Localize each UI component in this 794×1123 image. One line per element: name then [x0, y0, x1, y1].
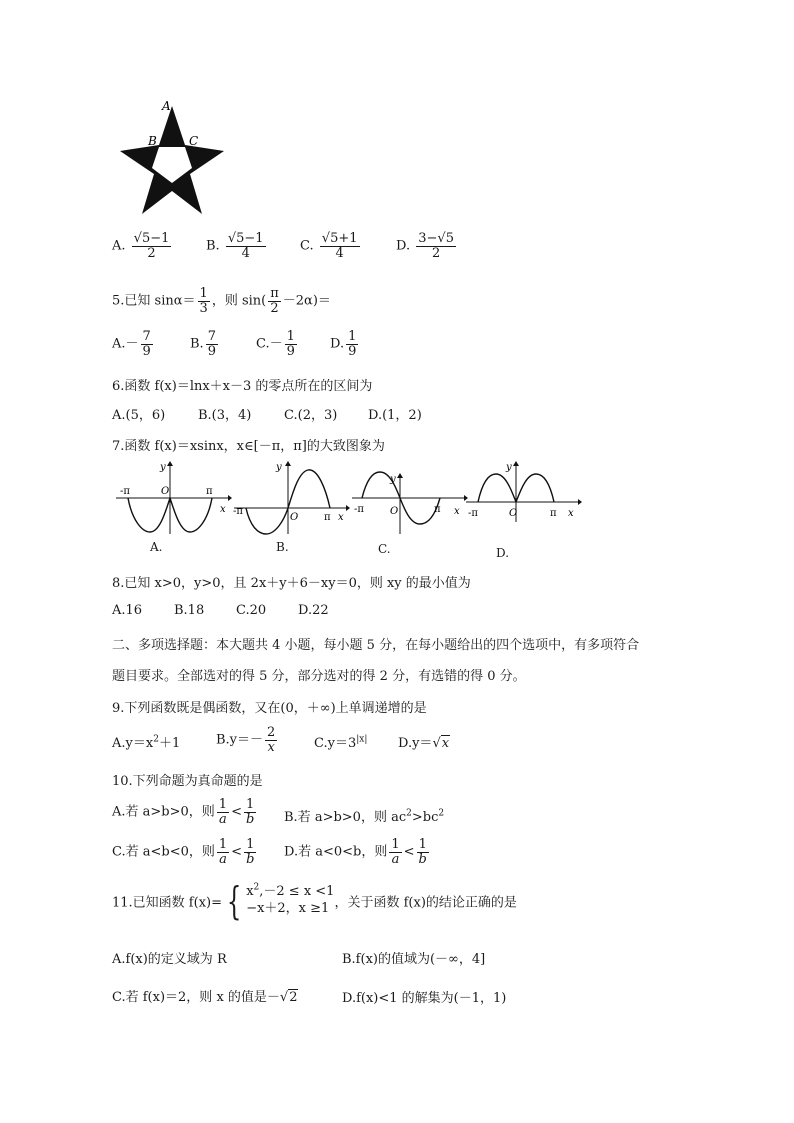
- star-figure: [112, 98, 232, 222]
- q8-option-d[interactable]: D.22: [298, 603, 329, 618]
- q11-stem: 11.已知函数 f(x)= { $x^2,-2 \le x <1$ −x＋2，x ≥1 ，关于函数 f(x)的结论正确的是: [112, 879, 517, 923]
- graph-c-neg-pi: -π: [354, 504, 364, 515]
- q10-option-b[interactable]: B.若 a>b>0，则 $ac^2>bc^2$: [284, 808, 445, 825]
- q7-graph-c[interactable]: [350, 460, 468, 560]
- graph-b-origin: O: [290, 512, 299, 523]
- q9-option-b[interactable]: B.y＝－ $\frac{2}{x}$: [216, 725, 276, 755]
- section2-line1: 二、多项选择题：本大题共 4 小题，每小题 5 分，在每小题给出的四个选项中，有多项符合: [112, 638, 640, 653]
- q11-option-c[interactable]: C.若 f(x)＝2，则 x 的值是－√2: [112, 990, 298, 1005]
- graph-a-caption: A.: [150, 540, 163, 554]
- q7-stem: 7.函数 f(x)＝xsinx，x∈[－π，π]的大致图象为: [112, 439, 385, 454]
- q5-option-d[interactable]: D. $\frac{1}{9}$: [330, 329, 357, 359]
- graph-b-caption: B.: [276, 540, 289, 554]
- graph-d-pos-pi: π: [550, 508, 557, 519]
- graph-a-origin: O: [161, 486, 170, 497]
- q10-option-c[interactable]: C.若 a<b<0，则 $\frac{1}{a}$ < $\frac{1}{b}$: [112, 837, 255, 867]
- q9-option-d[interactable]: D.y＝√x: [398, 736, 450, 751]
- q9-option-c[interactable]: $C.y=3^{|x|}$: [314, 734, 368, 751]
- q8-stem: 8.已知 x>0，y>0，且 2x＋y＋6－xy＝0，则 xy 的最小值为: [112, 576, 471, 591]
- q8-option-b[interactable]: B.18: [174, 603, 205, 618]
- graph-d-x-axis: x: [568, 508, 574, 519]
- graph-b-x-axis: x: [338, 512, 344, 523]
- q10-stem: 10.下列命题为真命题的是: [112, 774, 263, 789]
- q6-option-c[interactable]: C.(2，3): [284, 408, 338, 423]
- graph-c-y-axis: y: [390, 474, 396, 485]
- q6-option-a[interactable]: A.(5，6): [112, 408, 166, 423]
- q9-option-a[interactable]: $A.y=x^2+1$: [112, 734, 181, 751]
- graph-c-pos-pi: π: [434, 504, 441, 515]
- star-label-b: B: [148, 134, 157, 148]
- q7-graph-b[interactable]: [232, 460, 350, 560]
- graph-c-caption: C.: [378, 542, 391, 556]
- q4-option-a[interactable]: A. $\frac{√5-1}{2}$: [112, 231, 170, 261]
- graph-c-x-axis: x: [454, 506, 460, 517]
- q8-option-c[interactable]: C.20: [236, 603, 267, 618]
- q11-option-d[interactable]: D.f(x)<1 的解集为(－1，1): [342, 991, 507, 1006]
- star-label-c: C: [189, 134, 199, 148]
- q11-option-b[interactable]: B.f(x)的值域为(－∞，4]: [342, 952, 486, 967]
- graph-b-pos-pi: π: [324, 512, 331, 523]
- graph-a-x-axis: x: [220, 504, 226, 515]
- q4-option-c[interactable]: C. $\frac{√5+1}{4}$: [300, 231, 358, 261]
- q6-stem: 6.函数 f(x)＝lnx＋x－3 的零点所在的区间为: [112, 379, 373, 394]
- q6-option-d[interactable]: D.(1，2): [368, 408, 422, 423]
- graph-d-neg-pi: -π: [468, 508, 478, 519]
- graph-c-origin: O: [390, 506, 399, 517]
- section2-line2: 题目要求。全部选对的得 5 分，部分选对的得 2 分，有选错的得 0 分。: [112, 669, 526, 684]
- graph-a-pos-pi: π: [206, 486, 213, 497]
- graph-a-y-axis: y: [160, 462, 166, 473]
- graph-b-neg-pi: -π: [233, 506, 243, 517]
- q4-option-b[interactable]: B. $\frac{√5-1}{4}$: [206, 231, 264, 261]
- graph-d-caption: D.: [496, 546, 510, 560]
- graph-b-y-axis: y: [276, 462, 282, 473]
- star-label-a: A: [162, 99, 171, 113]
- q4-option-d[interactable]: D. $\frac{3-√5}{2}$: [396, 231, 454, 261]
- q5-option-a[interactable]: A.－ $\frac{7}{9}$: [112, 329, 151, 359]
- q5-option-c[interactable]: C.－ $\frac{1}{9}$: [256, 329, 295, 359]
- q7-graph-d[interactable]: [464, 460, 582, 560]
- q5-option-b[interactable]: B. $\frac{7}{9}$: [190, 329, 216, 359]
- q5-stem: 5.已知 sinα＝ $\frac{1}{3}$ ，则 sin( $\frac{\pi}{2}$ －2α)＝: [112, 286, 331, 316]
- q6-option-b[interactable]: B.(3，4): [198, 408, 252, 423]
- q10-option-d[interactable]: D.若 a<0<b，则 $\frac{1}{a}$ < $\frac{1}{b}$: [284, 837, 427, 867]
- q10-option-a[interactable]: A.若 a>b>0，则 $\frac{1}{a}$ < $\frac{1}{b}$: [112, 797, 255, 827]
- q11-option-a[interactable]: A.f(x)的定义域为 R: [112, 952, 227, 967]
- graph-a-neg-pi: -π: [120, 486, 130, 497]
- q9-stem: 9.下列函数既是偶函数，又在(0，＋∞)上单调递增的是: [112, 701, 427, 716]
- q7-graph-a[interactable]: [114, 460, 232, 560]
- graph-d-y-axis: y: [506, 462, 512, 473]
- q8-option-a[interactable]: A.16: [112, 603, 143, 618]
- graph-d-origin: O: [509, 508, 518, 519]
